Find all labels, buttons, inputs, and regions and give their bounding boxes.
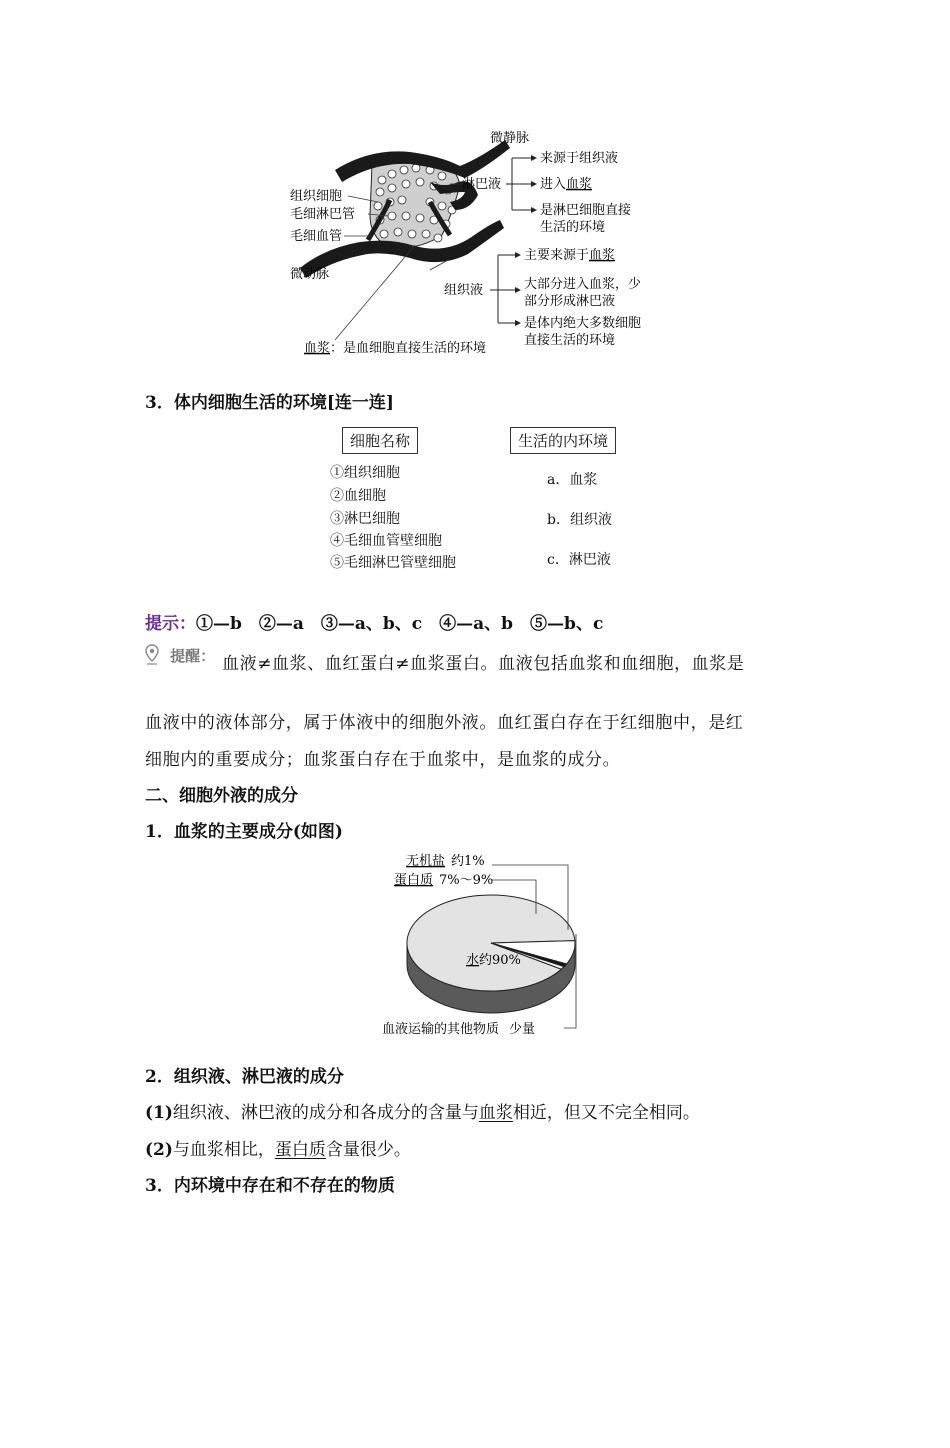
plasma-composition-pie — [370, 848, 600, 1043]
hint-answer: ①—b ②—a ③—a、b、c ④—a、b ⑤—b、c — [196, 614, 604, 634]
paragraph-1: (1)组织液、淋巴液的成分和各成分的含量与血浆相近，但又不完全相同。 — [145, 1103, 700, 1123]
lymph-source-text: 来源于组织液 — [540, 151, 619, 166]
section-two-title: 二、细胞外液的成分 — [145, 786, 298, 806]
reminder-line-2: 血液中的液体部分，属于体液中的细胞外液。血红蛋白存在于红细胞中，是红 — [145, 713, 744, 733]
water-label: 水约90% — [466, 953, 521, 968]
label-venule: 微静脉 — [490, 131, 530, 146]
tissue-source-text: 主要来源于血浆 — [524, 248, 616, 263]
protein-label: 蛋白质 7%～9% — [394, 873, 494, 888]
tissue-env-text-1: 是体内绝大多数细胞 — [524, 316, 642, 331]
plasma-heading: 1．血浆的主要成分(如图) — [145, 822, 343, 842]
label-tissue-cell: 组织细胞 — [290, 189, 343, 204]
lymph-enter-text: 进入血浆 — [540, 177, 593, 192]
reminder-badge — [145, 644, 215, 666]
cell-item-4: ④毛细血管壁细胞 — [330, 533, 442, 549]
section3-title: 3．体内细胞生活的环境[连一连] — [145, 393, 394, 413]
label-blood-capillary: 毛细血管 — [290, 229, 343, 244]
paragraph-2: (2)与血浆相比，蛋白质含量很少。 — [145, 1140, 411, 1160]
section2-heading: 2．组织液、淋巴液的成分 — [145, 1067, 344, 1087]
cell-item-5: ⑤毛细淋巴管壁细胞 — [330, 555, 456, 571]
plasma-caption: 血浆：是血细胞直接生活的环境 — [304, 341, 487, 356]
hint-label: 提示： — [145, 614, 196, 634]
label-arteriole: 微动脉 — [290, 267, 330, 282]
lymph-env-text-1: 是淋巴细胞直接 — [540, 203, 632, 218]
cell-item-3: ③淋巴细胞 — [330, 511, 400, 527]
reminder-line-3: 细胞内的重要成分；血浆蛋白存在于血浆中，是血浆的成分。 — [145, 750, 621, 770]
tissue-env-text-2: 直接生活的环境 — [524, 333, 616, 348]
env-item-b: b．组织液 — [547, 512, 612, 528]
lymph-env-text-2: 生活的环境 — [540, 220, 606, 235]
reminder-label: 提醒： — [170, 646, 216, 665]
environment-header: 生活的内环境 — [510, 427, 616, 454]
tissue-flow-text-2: 部分形成淋巴液 — [524, 294, 616, 309]
label-tissue-fluid: 组织液 — [444, 283, 484, 298]
tissue-flow-text-1: 大部分进入血浆，少 — [524, 277, 642, 292]
circulation-diagram — [280, 120, 680, 365]
other-substance-label: 血液运输的其他物质 少量 — [382, 1022, 536, 1037]
label-lymph-capillary: 毛细淋巴管 — [290, 207, 356, 222]
env-item-a: a．血浆 — [547, 472, 598, 488]
section3b-heading: 3．内环境中存在和不存在的物质 — [145, 1176, 395, 1196]
cell-item-2: ②血细胞 — [330, 488, 386, 504]
hint-line — [145, 609, 603, 634]
label-lymph-fluid: 淋巴液 — [462, 177, 502, 192]
reminder-line-1: 血液≠血浆、血红蛋白≠血浆蛋白。血液包括血浆和血细胞，血浆是 — [222, 654, 745, 674]
env-item-c: c．淋巴液 — [547, 552, 611, 568]
location-pin-icon — [145, 644, 159, 666]
cell-name-header: 细胞名称 — [342, 427, 418, 454]
cell-item-1: ①组织细胞 — [330, 465, 400, 481]
salt-label: 无机盐 约1% — [406, 854, 485, 869]
